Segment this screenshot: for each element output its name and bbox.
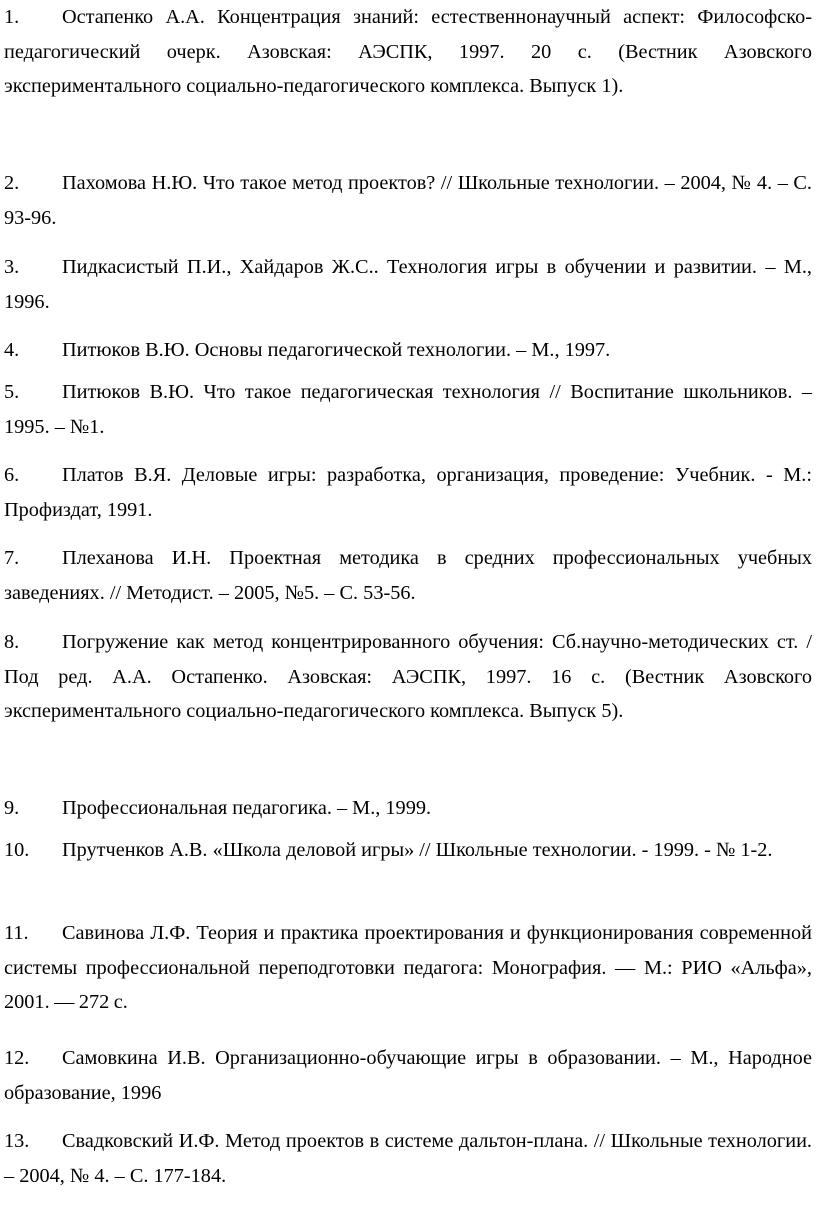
reference-item-4: [4, 333, 812, 368]
reference-text: Остапенко А.А. Концентрация знаний: естественнонаучный аспект: Философско-педагогический очерк. Азовская: АЭСПК, 1997. 20 с. (Вестник Азовского экспериментального социально-педагогического комплекса. Выпуск 1).: [4, 6, 812, 97]
reference-number: 8.: [4, 631, 20, 653]
reference-text: Питюков В.Ю. Что такое педагогическая технология // Воспитание школьников. – 1995. – №1.: [4, 381, 812, 438]
reference-number: 5.: [4, 381, 20, 403]
reference-item-3: [4, 250, 812, 319]
reference-item-7: [4, 541, 812, 610]
reference-number: 2.: [4, 172, 20, 194]
reference-number: 1.: [4, 6, 20, 28]
reference-text: Плеханова И.Н. Проектная методика в средних профессиональных учебных заведениях. // Методист. – 2005, №5. – С. 53-56.: [4, 547, 812, 604]
reference-number: 4.: [4, 339, 20, 361]
reference-text: Профессиональная педагогика. – М., 1999.: [62, 797, 432, 819]
reference-text: Погружение как метод концентрированного обучения: Сб.научно-методических ст. / Под ред. А.А. Остапенко. Азовская: АЭСПК, 1997. 16 с. (Вестник Азовского экспериментального социально-педагогического комплекса. Выпуск 5).: [4, 631, 812, 722]
reference-text: Савинова Л.Ф. Теория и практика проектирования и функционирования современной системы профессиональной переподготовки педагога: Монография. — М.: РИО «Альфа», 2001. — 272 с.: [4, 922, 812, 1013]
reference-number: 12.: [4, 1047, 30, 1069]
reference-item-9: [4, 791, 812, 826]
reference-item-8: [4, 625, 812, 729]
reference-number: 7.: [4, 547, 20, 569]
reference-item-13: [4, 1124, 812, 1193]
reference-item-10: [4, 833, 812, 868]
reference-item-6: [4, 458, 812, 527]
reference-text: Самовкина И.В. Организационно-обучающие игры в образовании. – М., Народное образование, 1996: [4, 1047, 812, 1104]
reference-item-1: [4, 0, 812, 104]
reference-text: Свадковский И.Ф. Метод проектов в системе дальтон-плана. // Школьные технологии. – 2004, № 4. – С. 177-184.: [4, 1130, 812, 1187]
reference-item-5: [4, 375, 812, 444]
reference-number: 10.: [4, 839, 30, 861]
reference-item-2: [4, 166, 812, 235]
reference-text: Пахомова Н.Ю. Что такое метод проектов? // Школьные технологии. – 2004, № 4. – С. 93-96.: [4, 172, 812, 229]
reference-number: 3.: [4, 256, 20, 278]
reference-text: Платов В.Я. Деловые игры: разработка, организация, проведение: Учебник. - М.: Профиздат, 1991.: [4, 464, 812, 521]
reference-number: 13.: [4, 1130, 30, 1152]
reference-text: Пидкасистый П.И., Хайдаров Ж.С.. Технология игры в обучении и развитии. – М., 1996.: [4, 256, 812, 313]
reference-item-12: [4, 1041, 812, 1110]
reference-text: Прутченков А.В. «Школа деловой игры» // Школьные технологии. - 1999. - № 1-2.: [62, 839, 773, 861]
reference-item-11: [4, 916, 812, 1020]
reference-number: 6.: [4, 464, 20, 486]
reference-number: 11.: [4, 922, 29, 944]
reference-number: 9.: [4, 797, 20, 819]
reference-text: Питюков В.Ю. Основы педагогической технологии. – М., 1997.: [62, 339, 611, 361]
